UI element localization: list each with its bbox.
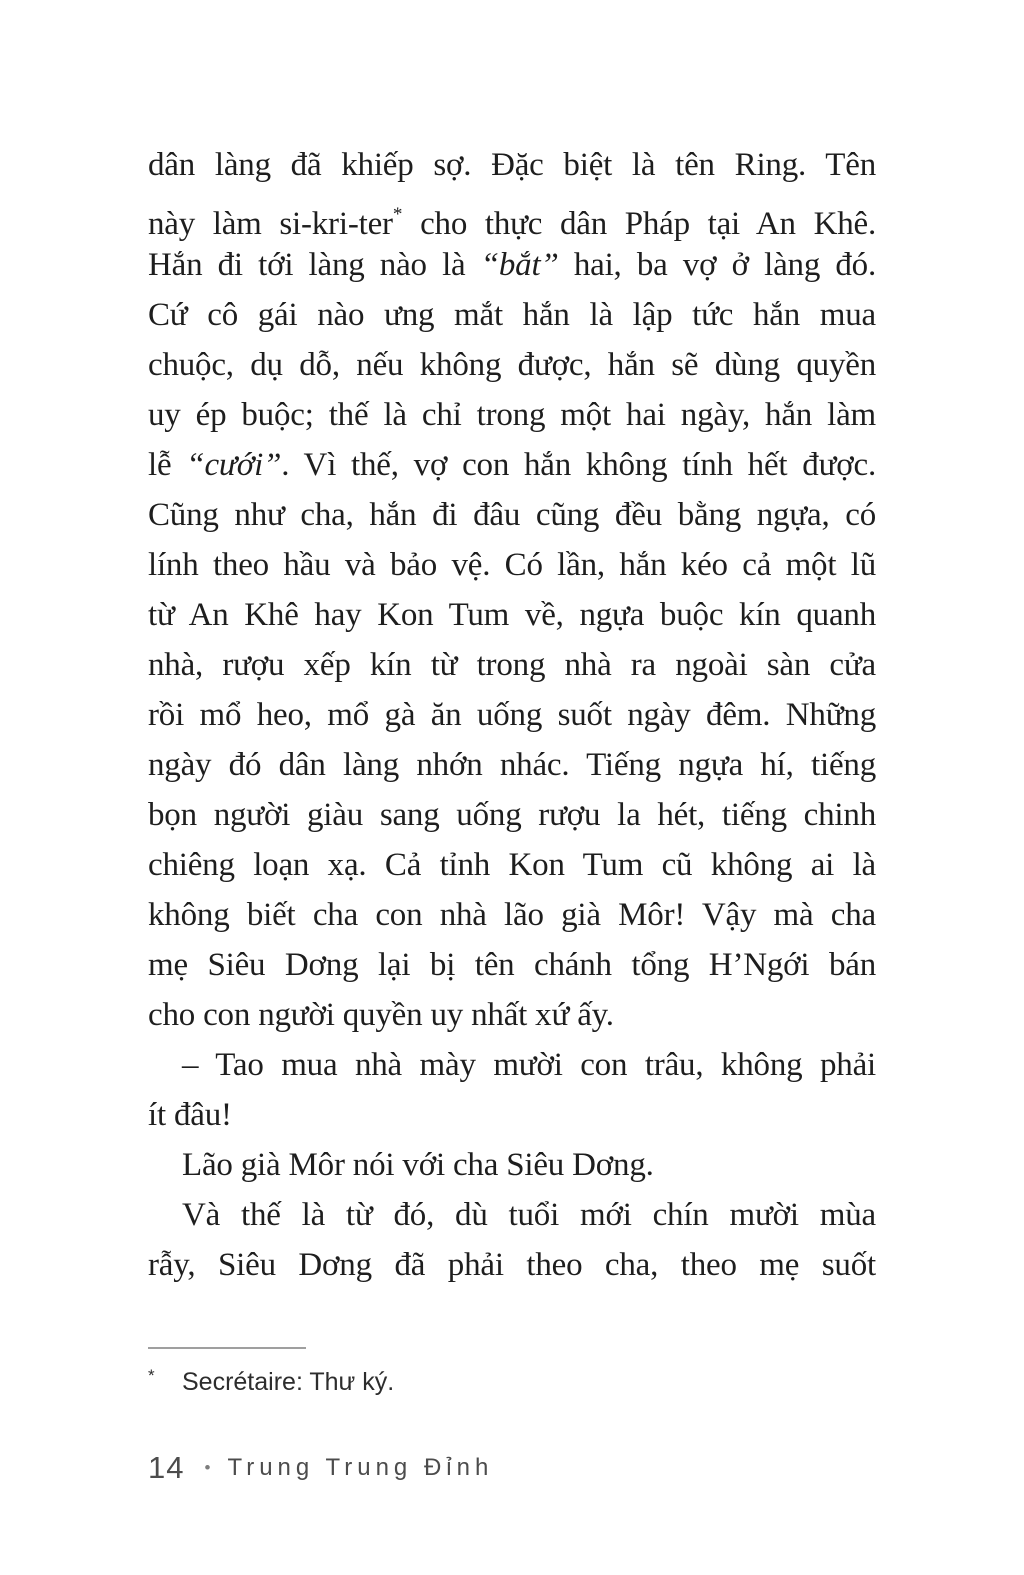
page-footer (148, 1450, 493, 1486)
text-line: bọn người giàu sang uống rượu la hét, tiếng chinh (148, 797, 876, 833)
footnote-marker: * (148, 1366, 155, 1385)
text-line: rồi mổ heo, mổ gà ăn uống suốt ngày đêm. Những (148, 697, 876, 733)
text-line: cho con người quyền uy nhất xứ ấy. (148, 997, 614, 1033)
text-line: Và thế là từ đó, dù tuổi mới chín mười mùa (182, 1197, 876, 1233)
text-line: ít đâu! (148, 1097, 232, 1133)
text-line: từ An Khê hay Kon Tum về, ngựa buộc kín quanh (148, 597, 876, 633)
text-line: Hắn đi tới làng nào là “bắt” hai, ba vợ ở làng đó. (148, 247, 876, 283)
text-line: uy ép buộc; thế là chỉ trong một hai ngày, hắn làm (148, 397, 876, 433)
text-line: Cứ cô gái nào ưng mắt hắn là lập tức hắn mua (148, 297, 876, 333)
footnote-separator (148, 1347, 306, 1349)
text-line: – Tao mua nhà mày mười con trâu, không phải (182, 1047, 876, 1083)
text-line: lính theo hầu và bảo vệ. Có lần, hắn kéo cả một lũ (148, 547, 876, 583)
running-footer-author: Trung Trung Đỉnh (227, 1454, 494, 1481)
text-line: này làm si-kri-ter* cho thực dân Pháp tại An Khê. (148, 204, 876, 242)
footnote-text: Secrétaire: Thư ký. (182, 1368, 395, 1396)
text-line: chiêng loạn xạ. Cả tỉnh Kon Tum cũ không ai là (148, 847, 876, 883)
text-line: Lão già Môr nói với cha Siêu Dơng. (182, 1147, 654, 1183)
text-line: lễ “cưới”. Vì thế, vợ con hắn không tính hết được. (148, 447, 877, 483)
page-number: 14 (148, 1450, 185, 1485)
text-line: ngày đó dân làng nhớn nhác. Tiếng ngựa hí, tiếng (148, 747, 876, 783)
text-line: mẹ Siêu Dơng lại bị tên chánh tổng H’Ngới bán (148, 947, 876, 983)
body-text (148, 140, 876, 1290)
footer-bullet-icon: • (204, 1458, 211, 1477)
text-line: không biết cha con nhà lão già Môr! Vậy mà cha (148, 897, 876, 933)
text-line: Cũng như cha, hắn đi đâu cũng đều bằng ngựa, có (148, 497, 876, 533)
footnote (148, 1358, 876, 1400)
text-line: dân làng đã khiếp sợ. Đặc biệt là tên Ring. Tên (148, 147, 876, 183)
text-line: rẫy, Siêu Dơng đã phải theo cha, theo mẹ suốt (148, 1247, 876, 1283)
text-line: chuộc, dụ dỗ, nếu không được, hắn sẽ dùng quyền (148, 347, 876, 383)
text-line: nhà, rượu xếp kín từ trong nhà ra ngoài sàn cửa (148, 647, 876, 683)
